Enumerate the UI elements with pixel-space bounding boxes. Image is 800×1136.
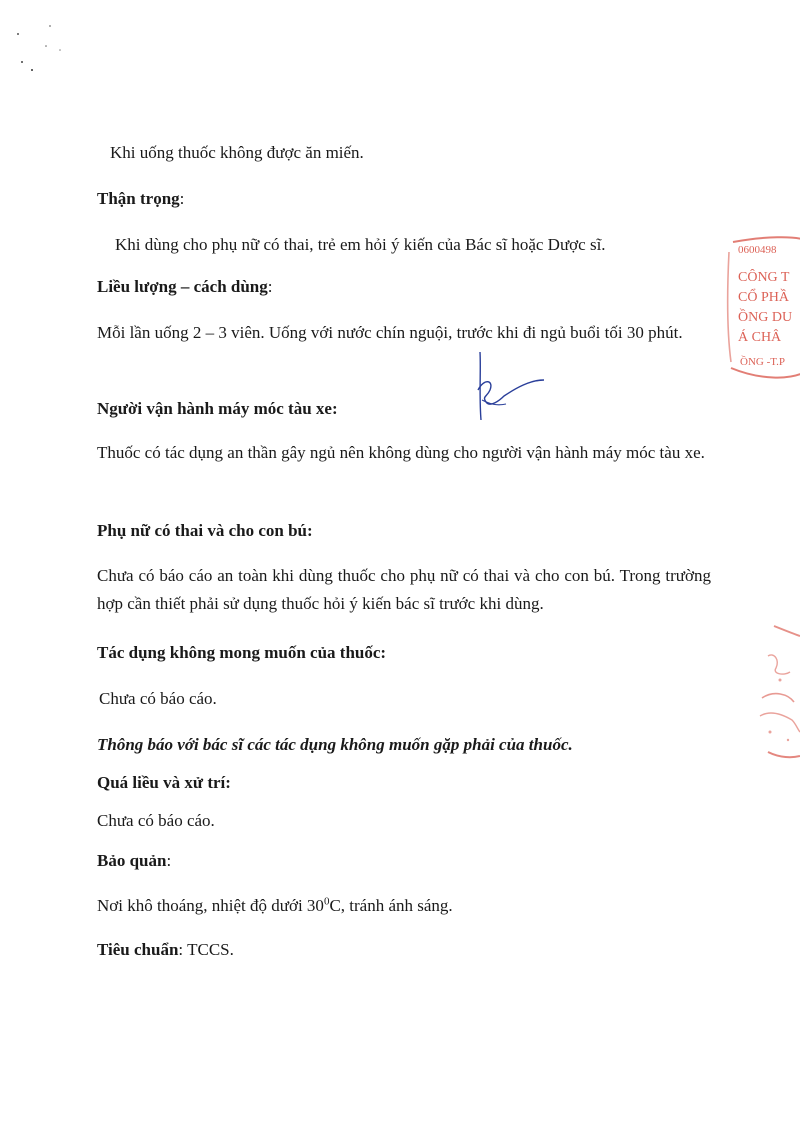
body-text-dosage: Mỗi lần uống 2 – 3 viên. Uống với nước chín nguội, trước khi đi ngủ buổi tối 30 phút. bbox=[97, 323, 683, 342]
stamp-fragment-seal bbox=[740, 620, 800, 770]
heading-machine-operators: Người vận hành máy móc tàu xe: bbox=[97, 399, 338, 418]
stamp-text-5: Á CHÂ bbox=[738, 330, 782, 345]
storage-text-end: C, tránh ánh sáng. bbox=[329, 896, 453, 915]
heading-dosage-colon: : bbox=[267, 277, 273, 296]
heading-dosage bbox=[97, 276, 273, 298]
heading-standard-label: Tiêu chuẩn bbox=[97, 940, 179, 959]
body-text-side-effects: Chưa có báo cáo. bbox=[99, 689, 217, 708]
body-text-overdose: Chưa có báo cáo. bbox=[97, 811, 215, 830]
stamp-text-1: 0600498 bbox=[738, 244, 777, 256]
heading-standard-colon: : bbox=[178, 940, 184, 959]
heading-precautions-label: Thận trọng bbox=[97, 189, 180, 208]
heading-storage-colon: : bbox=[166, 851, 172, 870]
degree-superscript: 0 bbox=[323, 895, 330, 908]
stamp-text-6: ỒNG -T.P bbox=[740, 356, 786, 368]
heading-dosage-label: Liều lượng – cách dùng bbox=[97, 277, 268, 296]
heading-pregnancy: Phụ nữ có thai và cho con bú: bbox=[97, 521, 313, 540]
heading-storage-label: Bảo quản bbox=[97, 851, 167, 870]
heading-standard bbox=[97, 939, 234, 961]
heading-storage bbox=[97, 850, 171, 872]
body-text-no-vermicelli: Khi uống thuốc không được ăn miến. bbox=[110, 143, 364, 162]
stamp-text-3: CỔ PHẦ bbox=[738, 290, 789, 305]
standard-value: TCCS. bbox=[183, 940, 234, 959]
storage-text-start: Nơi khô thoáng, nhiệt độ dưới 30 bbox=[97, 896, 324, 915]
body-text-precautions: Khi dùng cho phụ nữ có thai, trẻ em hỏi ý kiến của Bác sĩ hoặc Dược sĩ. bbox=[115, 235, 606, 254]
heading-side-effects: Tác dụng không mong muốn của thuốc: bbox=[97, 643, 387, 662]
stamp-text-2: CÔNG T bbox=[738, 270, 790, 285]
signature-mark bbox=[460, 350, 550, 430]
heading-precautions-colon: : bbox=[179, 189, 185, 208]
body-text-pregnancy: Chưa có báo cáo an toàn khi dùng thuốc cho phụ nữ có thai và cho con bú. Trong trường hợp cần thiết phải sử dụng thuốc hỏi ý kiến bác sĩ trước khi dùng. bbox=[97, 566, 711, 613]
heading-precautions bbox=[97, 188, 184, 210]
stamp-text-4: ỒNG DU bbox=[738, 310, 793, 325]
heading-overdose: Quá liều và xử trí: bbox=[97, 773, 231, 792]
body-text-machine-operators: Thuốc có tác dụng an thần gây ngủ nên không dùng cho người vận hành máy móc tàu xe. bbox=[97, 443, 705, 462]
scan-specks bbox=[0, 0, 80, 80]
body-text-storage bbox=[97, 895, 453, 917]
note-report-side-effects: Thông báo với bác sĩ các tác dụng không muốn gặp phải của thuốc. bbox=[97, 735, 573, 754]
